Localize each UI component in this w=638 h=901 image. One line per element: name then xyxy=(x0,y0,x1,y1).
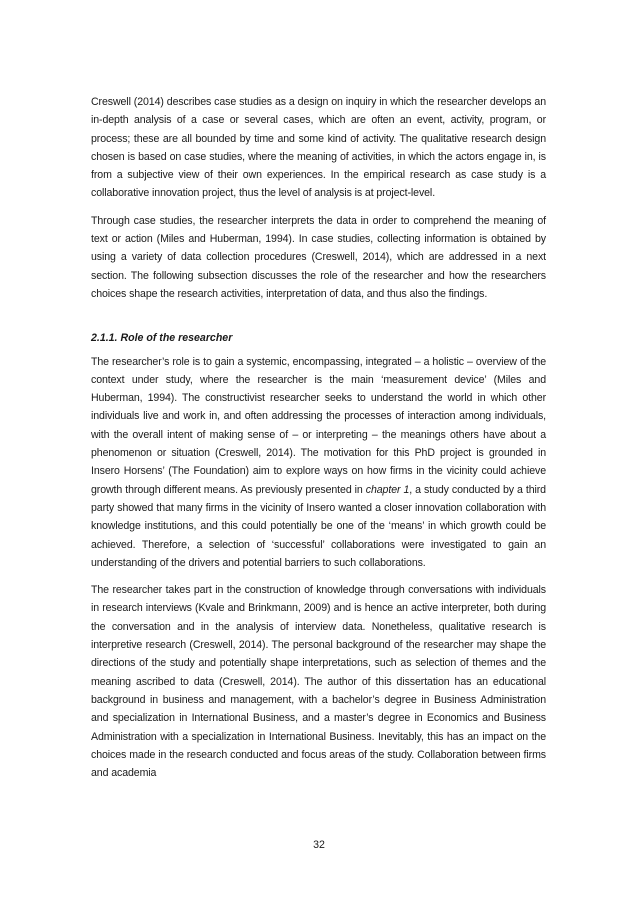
document-page xyxy=(91,93,546,791)
paragraph-case-studies-interpretation: Through case studies, the researcher interprets the data in order to comprehend the meaning of text or action (Miles and Huberman, 1994). In case studies, collecting information is obtained by using a variety of data collection procedures (Creswell, 2014), which are addressed in a next section. The following subsection discusses the role of the researcher and how the researchers choices shape the research activities, interpretation of data, and thus also the findings. xyxy=(91,214,546,300)
chapter-reference: chapter 1 xyxy=(365,483,410,496)
paragraph-researcher-role-text-a: The researcher’s role is to gain a systemic, encompassing, integrated – a holistic – overview of the context under study, where the researcher is the main ‘measurement device’ (Miles and Huberman, 1994). The constructivist researcher seeks to understand the world in which other individuals live and work in, and often addressing the processes of interaction among individuals, with the overall intent of making sense of – or interpreting – the meanings others have about a phenomenon or situation (Creswell, 2014). The motivation for this PhD project is grounded in Insero Horsens’ (The Foundation) aim to explore ways on how firms in the vicinity could achieve growth through different means. As previously presented in xyxy=(91,355,546,496)
paragraph-researcher-role-text-b: , a study conducted by a third party showed that many firms in the vicinity of Insero wanted a closer innovation collaboration with knowledge institutions, and this could potentially be one of the ‘means’ in which growth could be achieved. Therefore, a selection of ‘successful’ collaborations were investigated to gain an understanding of the drivers and potential barriers to such collaborations. xyxy=(91,483,546,569)
page-number: 32 xyxy=(313,839,325,851)
section-heading-role-of-researcher: 2.1.1. Role of the researcher xyxy=(91,332,233,345)
paragraph-knowledge-construction: The researcher takes part in the construction of knowledge through conversations with individuals in research interviews (Kvale and Brinkmann, 2009) and is hence an active interpreter, both during the conversation and in the analysis of interview data. Nonetheless, qualitative research is interpretive research (Creswell, 2014). The personal background of the researcher may shape the directions of the study and potentially shape interpretations, such as selection of themes and the meaning ascribed to data (Creswell, 2014). The author of this dissertation has an educational background in business and management, with a bachelor’s degree in Business Administration and specialization in International Business, and a master’s degree in Economics and Business Administration with a specialization in International Business. Inevitably, this has an impact on the choices made in the research conducted and focus areas of the study. Collaboration between firms and academia xyxy=(91,584,546,780)
paragraph-case-studies-definition: Creswell (2014) describes case studies as a design on inquiry in which the researcher develops an in-depth analysis of a case or several cases, which are often an event, activity, program, or process; these are all bounded by time and some kind of activity. The qualitative research design chosen is based on case studies, where the meaning of activities, in which the actors engage in, is from a subjective view of their own experiences. In the empirical research as case study is a collaborative innovation project, thus the level of analysis is at project-level. xyxy=(91,96,546,200)
paragraph-researcher-role xyxy=(91,353,546,573)
